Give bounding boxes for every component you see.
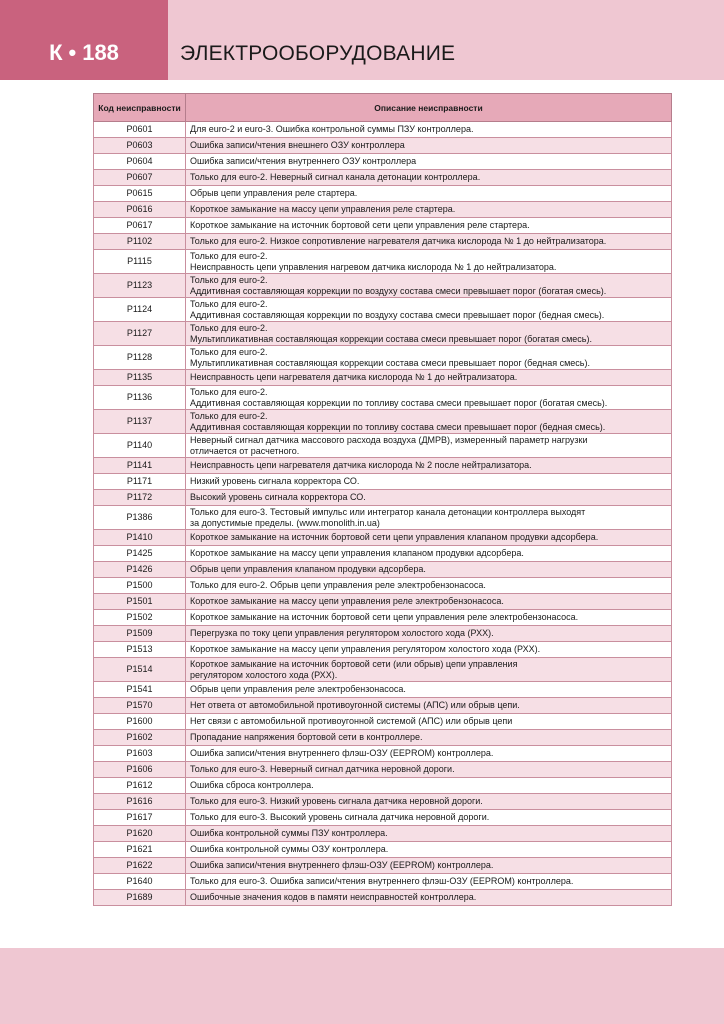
fault-description-cell <box>186 642 672 658</box>
fault-description-line: Мультипликативная составляющая коррекции состава смеси превышает порог (богатая смесь). <box>190 333 592 344</box>
table-row <box>94 490 672 506</box>
table-row <box>94 474 672 490</box>
fault-description-line: Неверный сигнал датчика массового расхода воздуха (ДМРВ), измеренный параметр нагрузки <box>190 435 588 445</box>
fault-description-cell <box>186 698 672 714</box>
page-footer <box>0 948 724 1024</box>
fault-description-cell <box>186 682 672 698</box>
fault-description-cell <box>186 386 672 410</box>
fault-description-line: Перегрузка по току цепи управления регулятором холостого хода (РХХ). <box>190 628 494 639</box>
fault-description-cell <box>186 138 672 154</box>
fault-description-cell <box>186 170 672 186</box>
table-row <box>94 746 672 762</box>
table-row <box>94 122 672 138</box>
table-row <box>94 562 672 578</box>
fault-description-line: Только для euro-2. <box>190 347 268 357</box>
fault-code-cell: P0607 <box>94 170 186 186</box>
fault-code-cell: P1513 <box>94 642 186 658</box>
fault-code-cell: P1621 <box>94 842 186 858</box>
table-row <box>94 298 672 322</box>
fault-code-cell: P1600 <box>94 714 186 730</box>
fault-description-line: Только для euro-2. <box>190 299 268 309</box>
fault-description-line: Неисправность цепи нагревателя датчика кислорода № 2 после нейтрализатора. <box>190 460 532 471</box>
table-row <box>94 186 672 202</box>
fault-code-cell: P1172 <box>94 490 186 506</box>
fault-description-line: Нет ответа от автомобильной противоугонной системы (АПС) или обрыв цепи. <box>190 700 520 711</box>
fault-description-cell <box>186 250 672 274</box>
fault-code-cell: P0604 <box>94 154 186 170</box>
fault-code-cell: P1502 <box>94 610 186 626</box>
fault-description-line: Только для euro-2. Низкое сопротивление нагревателя датчика кислорода № 1 до нейтрализатора. <box>190 236 607 247</box>
fault-description-line: Низкий уровень сигнала корректора СО. <box>190 476 360 487</box>
fault-code-cell: P0603 <box>94 138 186 154</box>
fault-code-cell: P1115 <box>94 250 186 274</box>
table-row <box>94 410 672 434</box>
fault-code-cell: P1425 <box>94 546 186 562</box>
table-row <box>94 842 672 858</box>
fault-description-cell <box>186 746 672 762</box>
fault-description-line: Только для euro-2. <box>190 251 268 261</box>
fault-code-cell: P1620 <box>94 826 186 842</box>
table-row <box>94 346 672 370</box>
fault-code-cell: P1606 <box>94 762 186 778</box>
fault-description-line: Ошибка сброса контроллера. <box>190 780 314 791</box>
table-row <box>94 218 672 234</box>
table-row <box>94 386 672 410</box>
fault-code-cell: P1612 <box>94 778 186 794</box>
fault-description-cell <box>186 610 672 626</box>
fault-description-cell <box>186 562 672 578</box>
table-row <box>94 890 672 906</box>
page-number-badge <box>0 0 168 80</box>
fault-description-cell <box>186 530 672 546</box>
table-row <box>94 458 672 474</box>
fault-code-cell: P1102 <box>94 234 186 250</box>
table-row <box>94 610 672 626</box>
fault-description-line: Обрыв цепи управления реле электробензонасоса. <box>190 684 406 695</box>
fault-description-cell <box>186 826 672 842</box>
fault-description-cell <box>186 322 672 346</box>
table-row <box>94 762 672 778</box>
fault-description-line: Высокий уровень сигнала корректора СО. <box>190 492 366 503</box>
fault-code-cell: P1616 <box>94 794 186 810</box>
fault-description-cell <box>186 546 672 562</box>
fault-description-line: регулятором холостого хода (РХХ). <box>190 669 338 680</box>
fault-description-line: отличается от расчетного. <box>190 445 300 456</box>
fault-description-line: Неисправность цепи нагревателя датчика кислорода № 1 до нейтрализатора. <box>190 372 518 383</box>
table-row <box>94 202 672 218</box>
fault-description-cell <box>186 434 672 458</box>
bullet-separator: • <box>68 40 77 65</box>
fault-description-line: Короткое замыкание на источник бортовой сети (или обрыв) цепи управления <box>190 659 518 669</box>
fault-description-cell <box>186 490 672 506</box>
fault-description-line: Пропадание напряжения бортовой сети в контроллере. <box>190 732 423 743</box>
fault-description-line: Для euro-2 и euro-3. Ошибка контрольной суммы ПЗУ контроллера. <box>190 124 474 135</box>
fault-description-cell <box>186 890 672 906</box>
fault-description-line: Ошибка контрольной суммы ПЗУ контроллера. <box>190 828 388 839</box>
table-row <box>94 794 672 810</box>
fault-description-cell <box>186 154 672 170</box>
fault-code-cell: P1603 <box>94 746 186 762</box>
fault-description-line: Короткое замыкание на источник бортовой сети цепи управления клапаном продувки адсорбера. <box>190 532 599 543</box>
fault-description-line: Только для euro-2. <box>190 275 268 285</box>
fault-description-cell <box>186 810 672 826</box>
fault-code-cell: P1128 <box>94 346 186 370</box>
fault-code-cell: P1386 <box>94 506 186 530</box>
table-row <box>94 874 672 890</box>
fault-code-cell: P1689 <box>94 890 186 906</box>
fault-description-line: Ошибочные значения кодов в памяти неисправностей контроллера. <box>190 892 477 903</box>
fault-description-line: Только для euro-3. Тестовый импульс или интегратор канала детонации контроллера выходят <box>190 507 586 517</box>
table-row <box>94 858 672 874</box>
table-row <box>94 578 672 594</box>
fault-description-cell <box>186 794 672 810</box>
fault-description-cell <box>186 346 672 370</box>
table-row <box>94 250 672 274</box>
fault-description-cell <box>186 730 672 746</box>
fault-code-cell: P1500 <box>94 578 186 594</box>
table-row <box>94 170 672 186</box>
table-row <box>94 274 672 298</box>
fault-code-cell: P1509 <box>94 626 186 642</box>
table-body <box>94 122 672 906</box>
fault-code-cell: P1136 <box>94 386 186 410</box>
fault-code-cell: P1123 <box>94 274 186 298</box>
chapter-letter: К <box>49 40 63 65</box>
table-row <box>94 234 672 250</box>
fault-codes-table <box>93 93 672 906</box>
table-row <box>94 322 672 346</box>
table-row <box>94 714 672 730</box>
table-row <box>94 658 672 682</box>
table-row <box>94 546 672 562</box>
fault-description-line: Аддитивная составляющая коррекции по воздуху состава смеси превышает порог (бедная смесь). <box>190 309 605 320</box>
fault-code-cell: P1602 <box>94 730 186 746</box>
fault-code-cell: P1127 <box>94 322 186 346</box>
fault-code-cell: P1410 <box>94 530 186 546</box>
fault-description-line: за допустимые пределы. (www.monolith.in.ua) <box>190 517 380 528</box>
fault-code-cell: P0617 <box>94 218 186 234</box>
fault-description-cell <box>186 122 672 138</box>
fault-description-line: Ошибка записи/чтения внутреннего ОЗУ контроллера <box>190 156 417 167</box>
fault-description-line: Обрыв цепи управления клапаном продувки адсорбера. <box>190 564 426 575</box>
fault-code-cell: P0615 <box>94 186 186 202</box>
fault-code-cell: P0616 <box>94 202 186 218</box>
fault-description-line: Только для euro-2. <box>190 387 268 397</box>
table-row <box>94 778 672 794</box>
fault-description-cell <box>186 874 672 890</box>
fault-description-line: Мультипликативная составляющая коррекции состава смеси превышает порог (бедная смесь). <box>190 357 590 368</box>
fault-description-line: Аддитивная составляющая коррекции по топливу состава смеси превышает порог (богатая смесь). <box>190 397 608 408</box>
fault-description-cell <box>186 410 672 434</box>
table-row <box>94 370 672 386</box>
page-number: 188 <box>82 40 119 65</box>
fault-description-line: Короткое замыкание на источник бортовой сети цепи управления реле стартера. <box>190 220 530 231</box>
fault-description-cell <box>186 858 672 874</box>
fault-description-line: Ошибка записи/чтения внутреннего флэш-ОЗУ (EEPROM) контроллера. <box>190 860 494 871</box>
fault-description-cell <box>186 594 672 610</box>
table-row <box>94 626 672 642</box>
fault-description-line: Короткое замыкание на массу цепи управления реле стартера. <box>190 204 456 215</box>
fault-code-cell: P1140 <box>94 434 186 458</box>
fault-code-cell: P1622 <box>94 858 186 874</box>
fault-description-line: Только для euro-2. Неверный сигнал канала детонации контроллера. <box>190 172 481 183</box>
table-row <box>94 682 672 698</box>
fault-description-cell <box>186 658 672 682</box>
fault-description-line: Только для euro-3. Низкий уровень сигнала датчика неровной дороги. <box>190 796 483 807</box>
fault-code-cell: P1137 <box>94 410 186 434</box>
fault-description-line: Только для euro-3. Высокий уровень сигнала датчика неровной дороги. <box>190 812 490 823</box>
fault-description-cell <box>186 370 672 386</box>
fault-description-line: Короткое замыкание на массу цепи управления клапаном продувки адсорбера. <box>190 548 524 559</box>
fault-code-cell: P1426 <box>94 562 186 578</box>
fault-description-line: Только для euro-3. Неверный сигнал датчика неровной дороги. <box>190 764 455 775</box>
column-header-description: Описание неисправности <box>186 94 672 122</box>
fault-description-line: Обрыв цепи управления реле стартера. <box>190 188 358 199</box>
fault-description-line: Ошибка контрольной суммы ОЗУ контроллера. <box>190 844 389 855</box>
column-header-code <box>94 94 186 122</box>
fault-description-line: Аддитивная составляющая коррекции по топливу состава смеси превышает порог (бедная смесь). <box>190 421 606 432</box>
fault-description-cell <box>186 218 672 234</box>
fault-description-cell <box>186 274 672 298</box>
fault-description-cell <box>186 578 672 594</box>
table-row <box>94 642 672 658</box>
fault-description-line: Только для euro-2. Обрыв цепи управления реле электробензонасоса. <box>190 580 486 591</box>
fault-description-line: Неисправность цепи управления нагревом датчика кислорода № 1 до нейтрализатора. <box>190 261 557 272</box>
table-row <box>94 594 672 610</box>
table-row <box>94 530 672 546</box>
fault-description-cell <box>186 842 672 858</box>
fault-description-cell <box>186 298 672 322</box>
fault-description-line: Только для euro-2. <box>190 323 268 333</box>
fault-code-cell: P1514 <box>94 658 186 682</box>
fault-description-cell <box>186 186 672 202</box>
fault-code-cell: P1501 <box>94 594 186 610</box>
fault-description-cell <box>186 234 672 250</box>
table-row <box>94 826 672 842</box>
fault-description-cell <box>186 626 672 642</box>
table-row <box>94 730 672 746</box>
fault-description-cell <box>186 762 672 778</box>
fault-description-cell <box>186 506 672 530</box>
fault-description-line: Нет связи с автомобильной противоугонной системой (АПС) или обрыв цепи <box>190 716 513 727</box>
table-header-row <box>94 94 672 122</box>
fault-description-line: Короткое замыкание на массу цепи управления реле электробензонасоса. <box>190 596 504 607</box>
column-header-code-label: Код неисправности <box>98 102 181 113</box>
fault-description-cell <box>186 474 672 490</box>
fault-description-line: Только для euro-2. <box>190 411 268 421</box>
fault-description-cell <box>186 778 672 794</box>
table-row <box>94 434 672 458</box>
fault-code-cell: P1124 <box>94 298 186 322</box>
fault-code-cell: P1640 <box>94 874 186 890</box>
fault-code-cell: P1171 <box>94 474 186 490</box>
fault-description-cell <box>186 458 672 474</box>
fault-code-cell: P1617 <box>94 810 186 826</box>
fault-description-line: Короткое замыкание на массу цепи управления регулятором холостого хода (РХХ). <box>190 644 541 655</box>
fault-description-cell <box>186 202 672 218</box>
table-row <box>94 810 672 826</box>
fault-description-line: Ошибка записи/чтения внешнего ОЗУ контроллера <box>190 140 405 151</box>
fault-description-line: Только для euro-3. Ошибка записи/чтения внутреннего флэш-ОЗУ (EEPROM) контроллера. <box>190 876 574 887</box>
fault-description-cell <box>186 714 672 730</box>
fault-codes-table-wrapper <box>93 93 672 906</box>
fault-code-cell: P1541 <box>94 682 186 698</box>
table-row <box>94 154 672 170</box>
fault-code-cell: P1570 <box>94 698 186 714</box>
fault-description-line: Короткое замыкание на источник бортовой сети цепи управления реле электробензонасоса. <box>190 612 579 623</box>
table-row <box>94 506 672 530</box>
fault-code-cell: P1141 <box>94 458 186 474</box>
table-row <box>94 698 672 714</box>
fault-code-cell: P1135 <box>94 370 186 386</box>
section-title: ЭЛЕКТРООБОРУДОВАНИЕ <box>180 42 456 65</box>
fault-code-cell: P0601 <box>94 122 186 138</box>
fault-description-line: Аддитивная составляющая коррекции по воздуху состава смеси превышает порог (богатая смесь). <box>190 285 607 296</box>
page-header <box>0 0 724 80</box>
fault-description-line: Ошибка записи/чтения внутреннего флэш-ОЗУ (EEPROM) контроллера. <box>190 748 494 759</box>
table-row <box>94 138 672 154</box>
